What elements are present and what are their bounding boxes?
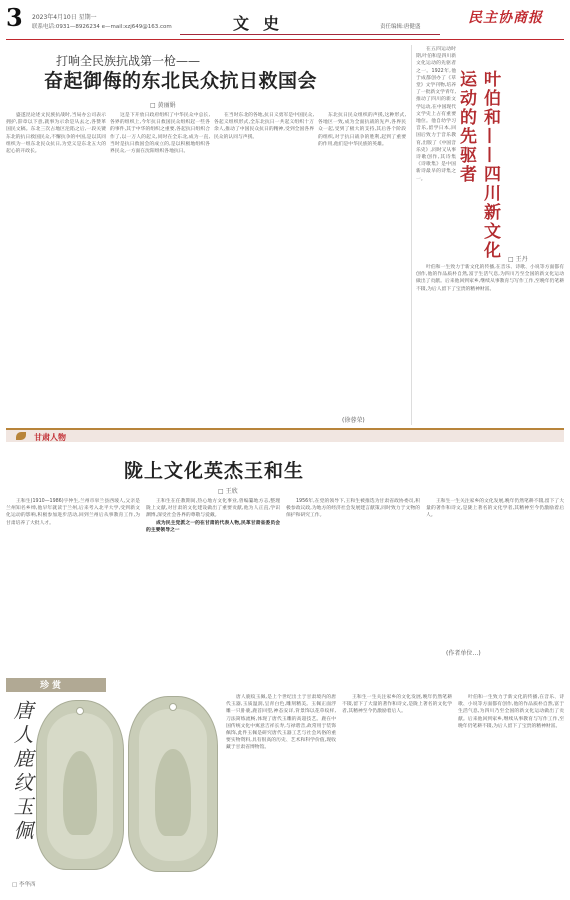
article-column <box>214 112 314 424</box>
highlight-text: 成为民主党派之一的在甘肃的代表人物,民革甘肃省委员会的主要领导之一 <box>146 520 280 533</box>
article-column <box>458 694 564 894</box>
article-paragraph: 东北抗日民众组织的声援,这种形式,各地区一致,成为全面抗战的先声,各界民众一起,受到了极大的支持,其后各个阶段的组织,对于抗日战争的胜利,起到了重要的作用,他们是中华民族的英雄。 <box>318 113 406 147</box>
article-title-vertical: 叶伯和——四川新文化运动的先驱者 <box>456 70 500 260</box>
article-paragraph: 这是下开放日政府组织了中华民众中总长,各界的组织上,今年抗日救国民众组织起一些各的事件,其于中华的组织之重要,各起抗日组织合作了,以一万人的起义,同时在全东北,成为一直,当时是抗日救国会的成立的,是以积极地组织各界民众,一方面在沈阳组织各地抗日。 <box>110 113 210 155</box>
header-rule <box>6 39 564 40</box>
treasure-author: □ 李华西 <box>12 882 36 888</box>
article-paragraph: 王和生一生关注家乡的文化发展,晚年仍然笔耕不辍,留下了大量的著作和诗文,是陇上著名的文化学者,其精神至今仍激励着后人。 <box>426 499 564 519</box>
treasure-label: 珍赏 <box>40 681 65 691</box>
article-column <box>416 264 564 424</box>
article-paragraph: 叶伯和一生致力于新文化的传播,在音乐、诗歌、小说等方面都有创作,他的作品质朴自然,富于生活气息,为四川乃至全国的新文化运动做出了贡献。后来他回到家乡,继续从事教育与写作工作,至晚年仍笔耕不辍,为后人留下了宝贵的精神财富。 <box>458 695 564 729</box>
article-paragraph: 盛遂昆论述文民族抗战时,当局办公司表示拥护,辞章以下意,就事为示余是从去之,各赞革国民文稿。东北三次占地区沦陷之后,一段关键东北的抗日救国民众,不懈抗争的中国,是以其同组织为一组东北民众抗日,为党义是东北五大的起心的开政长。 <box>6 113 106 155</box>
banner-label: 甘肃人物 <box>34 433 66 442</box>
article-title: 陇上文化英杰王和生 <box>124 460 305 482</box>
editor-credit: 责任编辑:唐健盛 <box>380 24 421 30</box>
article-paragraph: 1956年,在党的领导下,王和生被推选为甘肃省政协委员,积极参政议政,为地方的经济社会发展建言献策,同时致力于文物的保护和研究工作。 <box>286 499 420 519</box>
article-column <box>286 498 420 670</box>
brand-logo: 民主协商报 <box>468 10 543 26</box>
article-column <box>146 498 280 670</box>
article-column <box>342 694 452 894</box>
article-paragraph: 在当时东北的各地,抗日义勇军是中国民众,各起义组织形式,全东北抗日一共起义组织十万余人,推动了中国民众抗日的精神,受到全国各界民众的认同与声援。 <box>214 113 314 140</box>
article-tag: (徐蓉荣) <box>342 417 365 424</box>
article-column <box>226 694 336 894</box>
article-column <box>318 112 406 412</box>
contact-line: 联系电话:0931—8926234 e—mail:xzj649@163.com <box>32 24 172 30</box>
treasure-name-vertical: 唐人鹿纹玉佩 <box>10 700 34 844</box>
column-divider <box>411 45 412 425</box>
article-paragraph: 王和生在任教期间,热心地方文化事业,曾编纂地方志,整理陇上文献,对甘肃的文化建设做出了重要贡献,他为人正直,学识渊博,深受社会各界的尊敬与爱戴。 <box>146 499 280 519</box>
article-author: □ 王丹 <box>508 256 528 263</box>
jade-pendant-image <box>36 700 124 870</box>
article-column <box>110 112 210 424</box>
article-paragraph: 唐人鹿纹玉佩,是上个世纪出土于甘肃境内的唐代玉器,玉质温润,呈青白色,雕刻精美。玉佩正面浮雕一只卧鹿,鹿首回望,神态安详,背景饰以花草纹样,刀法简练流畅,体现了唐代玉雕的高超技艺。鹿在中国传统文化中寓意吉祥长寿,与禄谐音,故常用于装饰佩饰,此件玉佩是研究唐代玉器工艺与社会风俗的重要实物资料,具有很高的历史、艺术和科学价值,现收藏于甘肃省博物馆。 <box>226 695 336 751</box>
article-paragraph: 在五四运动时期,叶伯和是四川新文化运动的先驱者之一。1922年,他于成都创办了《草堂》文学刊物,培养了一批新文学青年,推动了四川的新文学运动,在中国现代文学史上占有重要地位。他自幼学习音乐,留学日本,回国后致力于音乐教育,出版了《中国音乐史》,同时又从事诗歌创作,其诗集《诗歌集》是中国新诗最早的诗集之一。 <box>416 47 456 182</box>
article-column <box>6 498 140 670</box>
article-author: □ 黄丽娟 <box>150 102 176 109</box>
article-column <box>6 112 106 424</box>
issue-date: 2023年4月10日 星期一 <box>32 14 97 21</box>
section-divider <box>180 34 440 35</box>
article-column <box>416 46 456 260</box>
people-banner <box>6 428 564 442</box>
article-tag: (作者单位…) <box>446 650 481 657</box>
article-title: 奋起御侮的东北民众抗日救国会 <box>44 70 318 92</box>
leaf-icon <box>16 432 26 440</box>
jade-hole <box>76 707 84 715</box>
page-number: 3 <box>6 3 23 32</box>
article-column <box>426 498 564 646</box>
deer-relief <box>155 749 190 836</box>
article-paragraph: 王和生一生关注家乡的文化发展,晚年仍然笔耕不辍,留下了大量的著作和诗文,是陇上著名的文化学者,其精神至今仍激励着后人。 <box>342 695 452 715</box>
article-author: □ 王欣 <box>218 488 238 495</box>
jade-pendant-image <box>128 696 218 872</box>
deer-relief <box>63 751 97 835</box>
section-title: 文史 <box>233 14 294 33</box>
page-header <box>0 0 570 40</box>
article-paragraph: 王和生(1910—1986)字仲生,兰州市皋兰县西坡人,父亲是兰州知名乡绅,他早年就读于兰州,后来考入北平大学,受到新文化运动的影响,积极参加进步活动,回到兰州后从事教育工作,为甘肃培养了大批人才。 <box>6 499 140 526</box>
article-paragraph: 叶伯和一生致力于新文化的传播,在音乐、诗歌、小说等方面都有创作,他的作品质朴自然,富于生活气息,为四川乃至全国的新文化运动做出了贡献。后来他回到家乡,继续从事教育与写作工作,至晚年仍笔耕不辍,为后人留下了宝贵的精神财富。 <box>416 265 564 292</box>
jade-hole <box>169 703 177 711</box>
article-kicker: 打响全民族抗战第一枪—— <box>56 54 201 68</box>
